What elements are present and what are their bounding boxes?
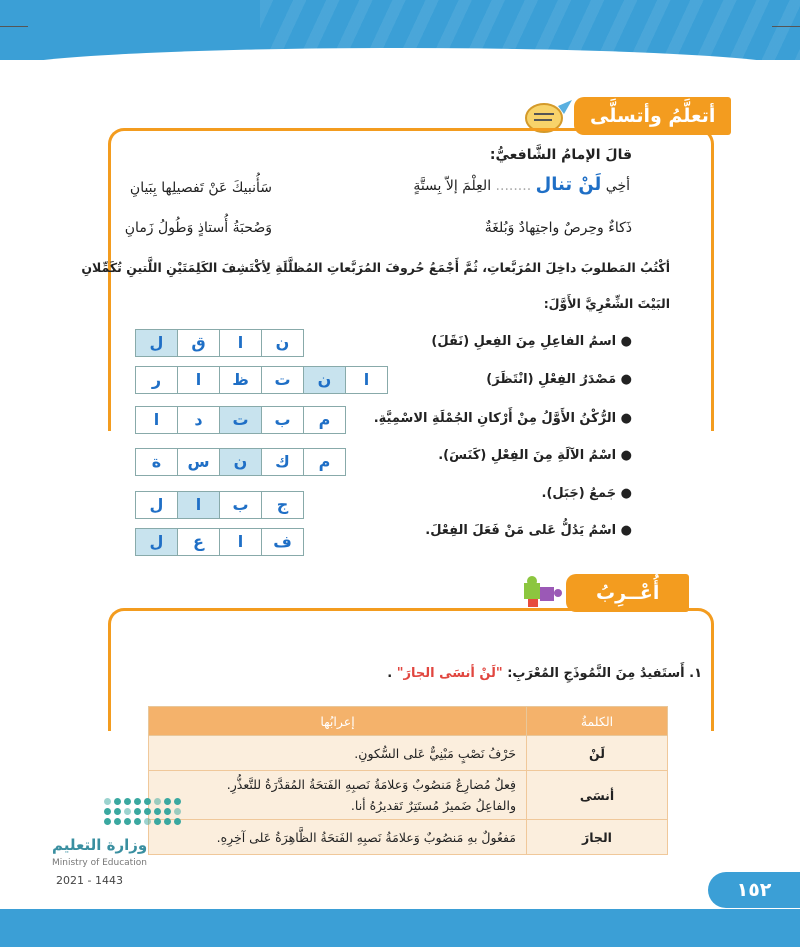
letter-cell[interactable]: ل — [149, 495, 164, 514]
poem-word: أخِي — [605, 178, 630, 194]
logo-dot — [104, 818, 111, 825]
answer-grid — [135, 491, 304, 519]
ministry-arabic: وزارة التعليم — [52, 836, 148, 854]
letter-cell[interactable]: ر — [151, 370, 162, 389]
table-header: إعرابُها — [149, 707, 527, 736]
logo-dot — [154, 798, 161, 805]
table-cell-parse: مَفعُولٌ بهِ مَنصُوبٌ وَعلامَةُ نَصبِهِ الفَتحَةُ الظَّاهِرَةُ عَلى آخِرِهِ. — [149, 820, 527, 855]
section-title-learn: أتعلَّمُ وأتسلَّى — [574, 97, 731, 135]
table-row — [149, 736, 668, 771]
item-label: ● جَمعُ (جَبَل). — [541, 486, 632, 501]
letter-cell[interactable]: ا — [345, 367, 387, 393]
table-cell-parse: فِعلٌ مُضارِعٌ مَنصُوبٌ وَعلامَةُ نَصبِهِ الفَتحَةُ المُقدَّرَةُ للتَّعذُّرِ. والفاعِلُ ضَميرٌ مُستَتِرٌ تَقديرُهُ أنا. — [149, 771, 527, 820]
logo-dot — [124, 808, 131, 815]
puzzle-icon — [514, 573, 566, 613]
logo-dot — [104, 798, 111, 805]
letter-cell[interactable]: م — [303, 449, 345, 475]
answer-grid — [135, 366, 388, 394]
logo-dots — [104, 798, 181, 825]
table-cell-word: لَنْ — [527, 736, 668, 771]
letter-cell[interactable]: ق — [177, 330, 219, 356]
letter-cell[interactable]: ا — [153, 410, 160, 429]
logo-dot — [174, 798, 181, 805]
letter-cell[interactable]: ا — [177, 367, 219, 393]
poem-word: العِلْمَ إلاّ بِستَّةٍ — [413, 178, 492, 194]
letter-cell[interactable]: ل — [136, 529, 177, 555]
letter-cell[interactable]: ا — [219, 529, 261, 555]
letter-cell[interactable]: ع — [177, 529, 219, 555]
poem-line2-left: وَصُحبَةُ أُستاذٍ وَطُولُ زَمانِ — [124, 220, 272, 236]
item-label: ● اسْمُ يَدُلُّ عَلى مَنْ فَعَلَ الفِعْلَ. — [425, 523, 632, 538]
logo-dot — [114, 818, 121, 825]
logo-dot — [144, 798, 151, 805]
poem-line2-right: ذَكاءٌ وحِرصٌ واجتِهادٌ وَبُلغَةٌ — [484, 220, 632, 236]
logo-dot — [134, 798, 141, 805]
table-cell-word: أنسَى — [527, 771, 668, 820]
table-cell-word: الجارَ — [527, 820, 668, 855]
poem-line1-left: سَأُنبيكَ عَنْ تَفصيلِها بِبَيانِ — [129, 180, 272, 196]
section-title-parse: أُعْــرِبُ — [566, 574, 689, 612]
logo-dot — [124, 798, 131, 805]
letter-cell[interactable]: ب — [219, 492, 261, 518]
table-cell-parse: حَرْفُ نَصْبٍ مَبْنِيٌّ عَلى السُّكونِ. — [149, 736, 527, 771]
logo-dot — [144, 808, 151, 815]
dotted-gap: ........ — [495, 178, 532, 194]
poem-intro: قالَ الإمامُ الشَّافعيُّ: — [489, 147, 632, 163]
letter-cell[interactable]: ف — [261, 529, 303, 555]
logo-dot — [104, 808, 111, 815]
ministry-english: Ministry of Education — [52, 858, 147, 868]
letter-cell[interactable]: ن — [219, 449, 261, 475]
letter-cell[interactable]: ب — [261, 407, 303, 433]
logo-dot — [174, 808, 181, 815]
logo-dot — [134, 818, 141, 825]
poem-answer: لَنْ تنال — [535, 174, 602, 195]
item-label: ● اسْمُ الآلَةِ مِنَ الفِعْلِ (كَنَسَ). — [438, 448, 632, 463]
logo-dot — [144, 818, 151, 825]
crop-mark — [0, 26, 28, 27]
letter-cell[interactable]: د — [177, 407, 219, 433]
instruction-line1: أكْتُبُ المَطلوبَ داخِلَ المُرَبَّعاتِ، ثُمَّ أَجْمَعُ حُروفَ المُرَبَّعاتِ المُظلَّلَةِ لِأكْتَشِفَ الكَلِمَتَيْنِ اللَّتينِ تُكَمِّلانِ — [81, 260, 670, 275]
letter-cell[interactable]: ا — [219, 330, 261, 356]
page-number: ١٥٢ — [708, 872, 800, 908]
letter-cell[interactable]: ك — [261, 449, 303, 475]
parsing-table — [148, 706, 668, 855]
logo-dot — [114, 798, 121, 805]
logo-dot — [124, 818, 131, 825]
letter-cell[interactable]: س — [177, 449, 219, 475]
answer-grid — [135, 448, 346, 476]
letter-cell[interactable]: ا — [177, 492, 219, 518]
logo-dot — [174, 818, 181, 825]
exercise-line: ١. أَستَفيدُ مِنَ النَّمُوذَجِ المُعْرَبِ: "لَنْ أنسَى الجارَ" . — [387, 666, 702, 681]
letter-cell[interactable]: ت — [261, 367, 303, 393]
logo-dot — [154, 818, 161, 825]
answer-grid — [135, 406, 346, 434]
crop-mark — [772, 26, 800, 27]
logo-dot — [114, 808, 121, 815]
answer-grid — [135, 329, 304, 357]
instruction-line2: البَيْتَ الشِّعْرِيَّ الأَوَّلَ: — [543, 296, 670, 311]
section-header-parse — [514, 573, 689, 613]
letter-cell[interactable]: م — [303, 407, 345, 433]
table-row — [149, 820, 668, 855]
letter-cell[interactable]: ظ — [219, 367, 261, 393]
logo-dot — [134, 808, 141, 815]
letter-cell[interactable]: ج — [261, 492, 303, 518]
model-sentence: "لَنْ أنسَى الجارَ" — [396, 666, 503, 681]
item-label: ● مَصْدَرُ الفِعْلِ (انْتَظَرَ) — [486, 372, 632, 387]
table-header: الكلمةُ — [527, 707, 668, 736]
letter-cell[interactable]: ل — [136, 330, 177, 356]
letter-cell[interactable]: ن — [303, 367, 345, 393]
logo-dot — [164, 808, 171, 815]
logo-dot — [154, 808, 161, 815]
logo-dot — [164, 818, 171, 825]
poem-line1-right — [413, 174, 630, 195]
ministry-logo — [52, 798, 162, 888]
letter-cell[interactable]: ن — [261, 330, 303, 356]
table-row — [149, 771, 668, 820]
letter-cell[interactable]: ت — [219, 407, 261, 433]
footer-band — [0, 909, 800, 947]
letter-cell[interactable]: ة — [151, 452, 162, 471]
edition-year: 2021 - 1443 — [56, 874, 123, 887]
answer-grid — [135, 528, 304, 556]
logo-dot — [164, 798, 171, 805]
item-label: ● الرُّكْنُ الأَوَّلُ مِنْ أَرْكانِ الجُمْلَةِ الاسْمِيَّةِ. — [373, 411, 632, 426]
item-label: ● اسمُ الفاعِلِ مِنَ الفِعلِ (نَقَلَ) — [431, 334, 632, 349]
